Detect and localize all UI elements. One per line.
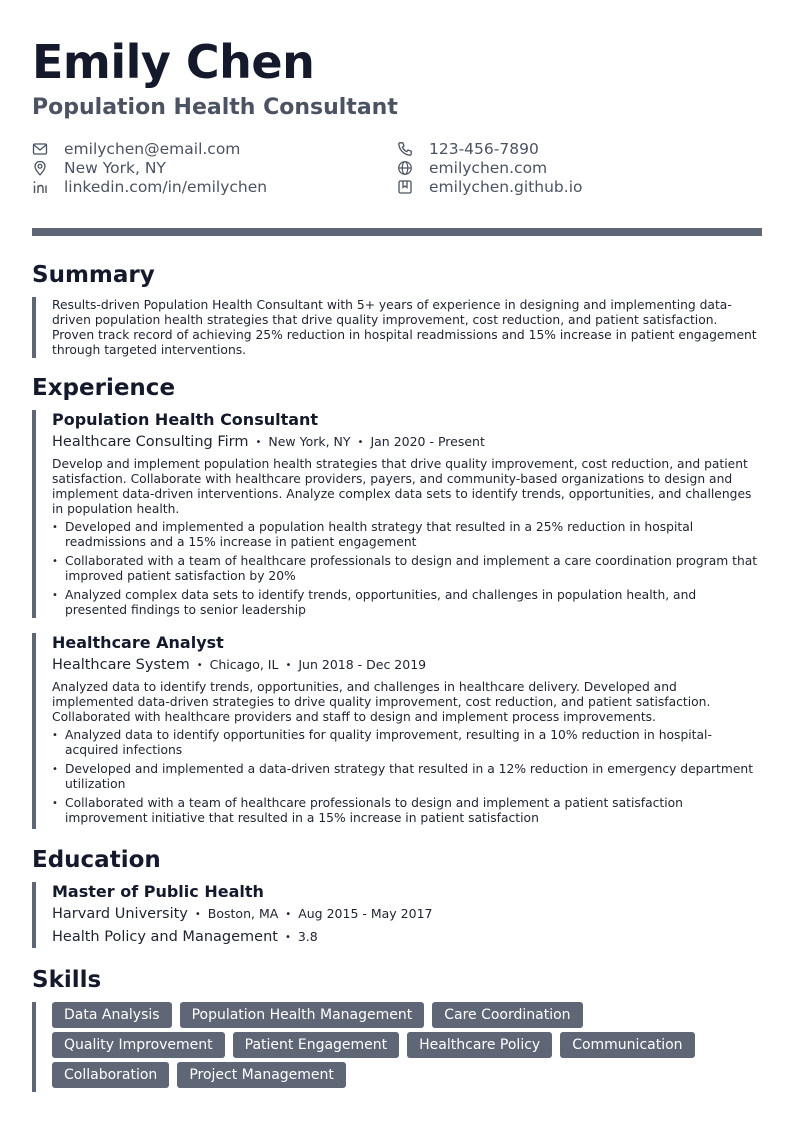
email-text: emilychen@email.com: [64, 139, 241, 158]
globe-icon: [397, 160, 413, 176]
github-text: emilychen.github.io: [429, 177, 583, 196]
gpa-value: 3.8: [297, 929, 318, 944]
header-divider: [32, 228, 762, 236]
skill-tag: Care Coordination: [432, 1002, 582, 1028]
bookmark-icon: [397, 179, 413, 195]
study-field: Health Policy and Management: [52, 929, 278, 945]
contact-linkedin[interactable]: [32, 177, 267, 196]
separator-dot: •: [255, 437, 262, 448]
achievement-item: • Developed and implemented a data-driven strategy that resulted in a 12% reduction in emergency department utilization: [52, 762, 762, 792]
job-description: Develop and implement population health strategies that drive quality improvement, cost reduction, and patient satisfaction. Collaborate with healthcare providers, payers, and community-based organizations to design and implement data-driven interventions. Analyze complex data sets to identify trends, opportunities, and challenges in population health.: [52, 457, 752, 516]
location-text: New York, NY: [64, 158, 166, 177]
job-location: Chicago, IL: [209, 657, 279, 672]
skill-tag: Communication: [560, 1032, 694, 1058]
phone-text: 123-456-7890: [429, 139, 539, 158]
education-entry: [32, 882, 762, 948]
education-field-row: [52, 928, 762, 947]
candidate-name: Emily Chen: [32, 35, 315, 89]
summary-heading: Summary: [32, 262, 155, 288]
phone-icon: [397, 141, 413, 157]
separator-dot: •: [285, 660, 292, 671]
skills-heading: Skills: [32, 967, 102, 993]
job-meta: [52, 656, 762, 675]
job-company: Healthcare System: [52, 657, 190, 673]
job-entry: [32, 633, 762, 829]
contact-website[interactable]: [397, 158, 547, 177]
separator-dot: •: [196, 660, 203, 671]
summary-block: [32, 297, 762, 358]
school-name: Harvard University: [52, 906, 188, 922]
job-location: New York, NY: [268, 434, 351, 449]
job-description: Analyzed data to identify trends, opportunities, and challenges in healthcare delivery. Developed and implemented data-driven strategies to drive quality improvement, cost reduction, and patient satisfaction. Collaborated with healthcare providers and staff to design and implement process improvements.: [52, 680, 711, 724]
linkedin-text: linkedin.com/in/emilychen: [64, 177, 268, 196]
job-dates: Jun 2018 - Dec 2019: [298, 657, 427, 672]
skill-tag: Project Management: [177, 1062, 346, 1088]
skill-tag: Data Analysis: [52, 1002, 172, 1028]
skill-tag: Collaboration: [52, 1062, 169, 1088]
achievement-item: • Analyzed complex data sets to identify trends, opportunities, and challenges in population health, and presented findings to senior leadership: [52, 588, 762, 618]
skill-tag: Healthcare Policy: [407, 1032, 552, 1058]
contact-info: [32, 139, 762, 199]
contact-location: [32, 158, 166, 177]
skill-tag: Patient Engagement: [233, 1032, 400, 1058]
mail-icon: [32, 141, 48, 157]
school-location: Boston, MA: [207, 906, 279, 921]
location-pin-icon: [32, 160, 48, 176]
website-text: emilychen.com: [429, 158, 548, 177]
experience-heading: Experience: [32, 375, 176, 401]
candidate-title: Population Health Consultant: [32, 95, 398, 120]
job-company: Healthcare Consulting Firm: [52, 434, 249, 450]
job-achievements: [52, 520, 762, 618]
summary-text: Results-driven Population Health Consultant with 5+ years of experience in designing and implementing data-driven population health strategies that drive quality improvement, cost reduction, and patient satisfaction. Proven track record of achieving 25% reduction in hospital readmissions and 15% increase in patient engagement through targeted interventions.: [52, 298, 757, 357]
separator-dot: •: [357, 437, 364, 448]
achievement-item: • Collaborated with a team of healthcare professionals to design and implement a patient satisfaction improvement initiative that resulted in a 15% increase in patient satisfaction: [52, 796, 762, 826]
job-title: Healthcare Analyst: [52, 633, 224, 652]
separator-dot: •: [284, 932, 291, 943]
skills-block: [32, 1002, 762, 1092]
job-meta: [52, 433, 762, 452]
education-meta: [52, 905, 762, 924]
contact-github[interactable]: [397, 177, 582, 196]
achievement-item: • Developed and implemented a population health strategy that resulted in a 25% reduction in hospital readmissions and a 15% increase in patient engagement: [52, 520, 762, 550]
skills-list: [52, 1002, 752, 1092]
job-title: Population Health Consultant: [52, 410, 319, 429]
linkedin-icon: [32, 179, 48, 195]
achievement-item: • Collaborated with a team of healthcare professionals to design and implement a care coordination program that improved patient satisfaction by 20%: [52, 554, 762, 584]
contact-phone[interactable]: [397, 139, 539, 158]
education-heading: Education: [32, 847, 161, 873]
achievement-item: • Analyzed data to identify opportunities for quality improvement, resulting in a 10% reduction in hospital-acquired infections: [52, 728, 762, 758]
contact-email[interactable]: [32, 139, 240, 158]
separator-dot: •: [194, 909, 201, 920]
job-entry: [32, 410, 762, 618]
job-achievements: [52, 728, 762, 826]
skill-tag: Quality Improvement: [52, 1032, 225, 1058]
education-dates: Aug 2015 - May 2017: [298, 906, 433, 921]
degree-title: Master of Public Health: [52, 882, 264, 901]
skill-tag: Population Health Management: [180, 1002, 425, 1028]
separator-dot: •: [285, 909, 292, 920]
job-dates: Jan 2020 - Present: [370, 434, 485, 449]
